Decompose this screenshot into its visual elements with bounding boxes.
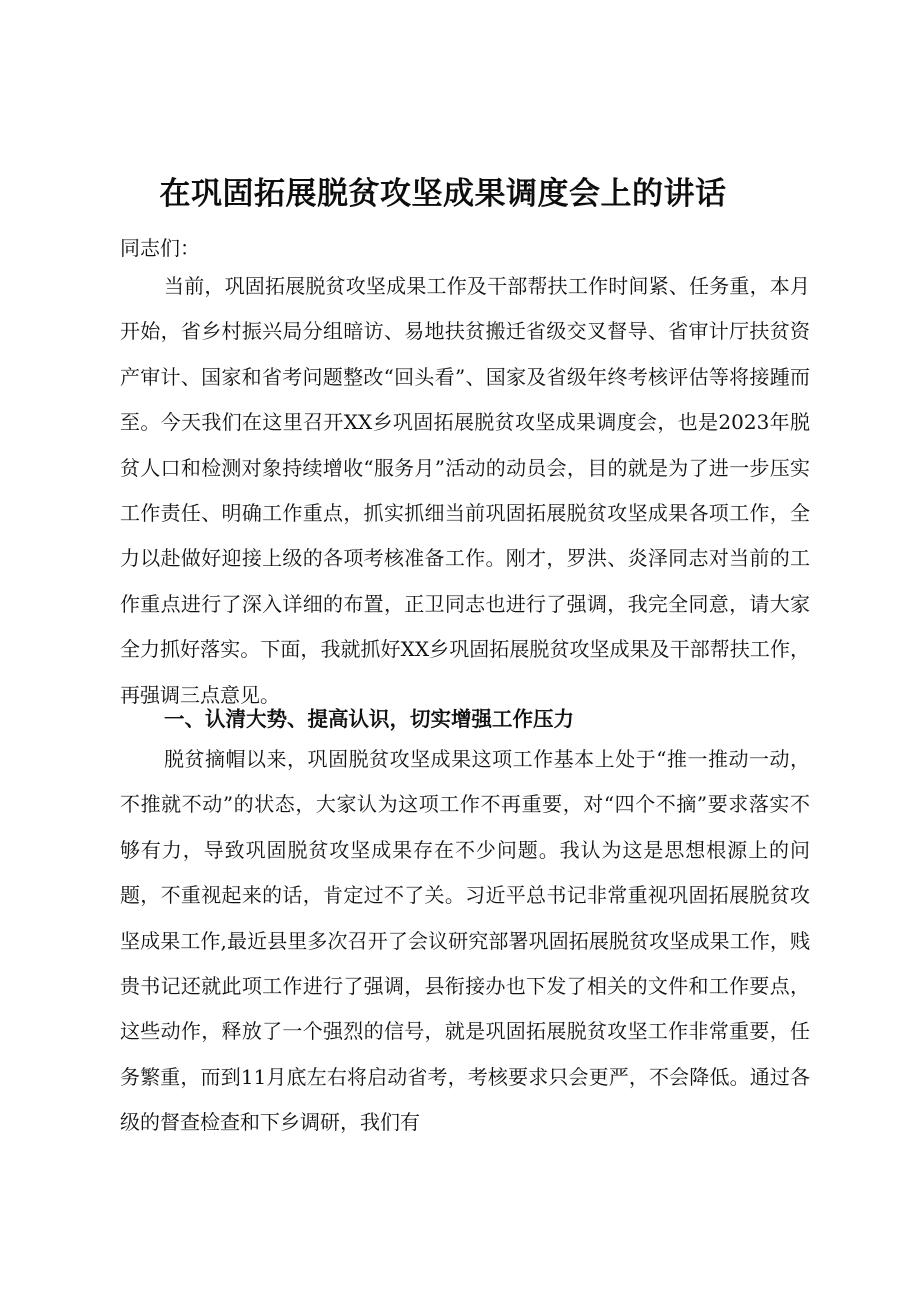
section-heading: 一、认清大势、提高认识，切实增强工作压力: [164, 707, 574, 731]
salutation: 同志们：: [120, 236, 200, 260]
document-title: 在巩固拓展脱贫攻坚成果调度会上的讲话: [159, 176, 727, 212]
body-paragraph: 当前，巩固拓展脱贫攻坚成果工作及干部帮扶工作时间紧、任务重，本月开始，省乡村振兴局分组暗访、易地扶贫搬迁省级交叉督导、省审计厅扶贫资产审计、国家和省考问题整改“回头看”、国家及省级年终考核评估等将接踵而至。今天我们在这里召开XX乡巩固拓展脱贫攻坚成果调度会，也是2023年脱贫人口和检测对象持续增收“服务月”活动的动员会，目的就是为了进一步压实工作责任、明确工作重点，抓实抓细当前巩固拓展脱贫攻坚成果各项工作，全力以赴做好迎接上级的各项考核准备工作。刚才，罗洪、炎泽同志对当前的工作重点进行了深入详细的布置，正卫同志也进行了强调，我完全同意，请大家全力抓好落实。下面，我就抓好XX乡巩固拓展脱贫攻坚成果及干部帮扶工作，再强调三点意见。: [120, 274, 810, 707]
body-paragraph: 脱贫摘帽以来，巩固脱贫攻坚成果这项工作基本上处于“推一推动一动，不推就不动”的状态，大家认为这项工作不再重要，对“四个不摘”要求落实不够有力，导致巩固脱贫攻坚成果存在不少问题。我认为这是思想根源上的问题，不重视起来的话，肯定过不了关。习近平总书记非常重视巩固拓展脱贫攻坚成果工作,最近县里多次召开了会议研究部署巩固拓展脱贫攻坚成果工作，贱贵书记还就此项工作进行了强调，县衔接办也下发了相关的文件和工作要点，这些动作，释放了一个强烈的信号，就是巩固拓展脱贫攻坚工作非常重要，任务繁重，而到11月底左右将启动省考，考核要求只会更严，不会降低。通过各级的督查检查和下乡调研，我们有: [120, 747, 810, 1135]
